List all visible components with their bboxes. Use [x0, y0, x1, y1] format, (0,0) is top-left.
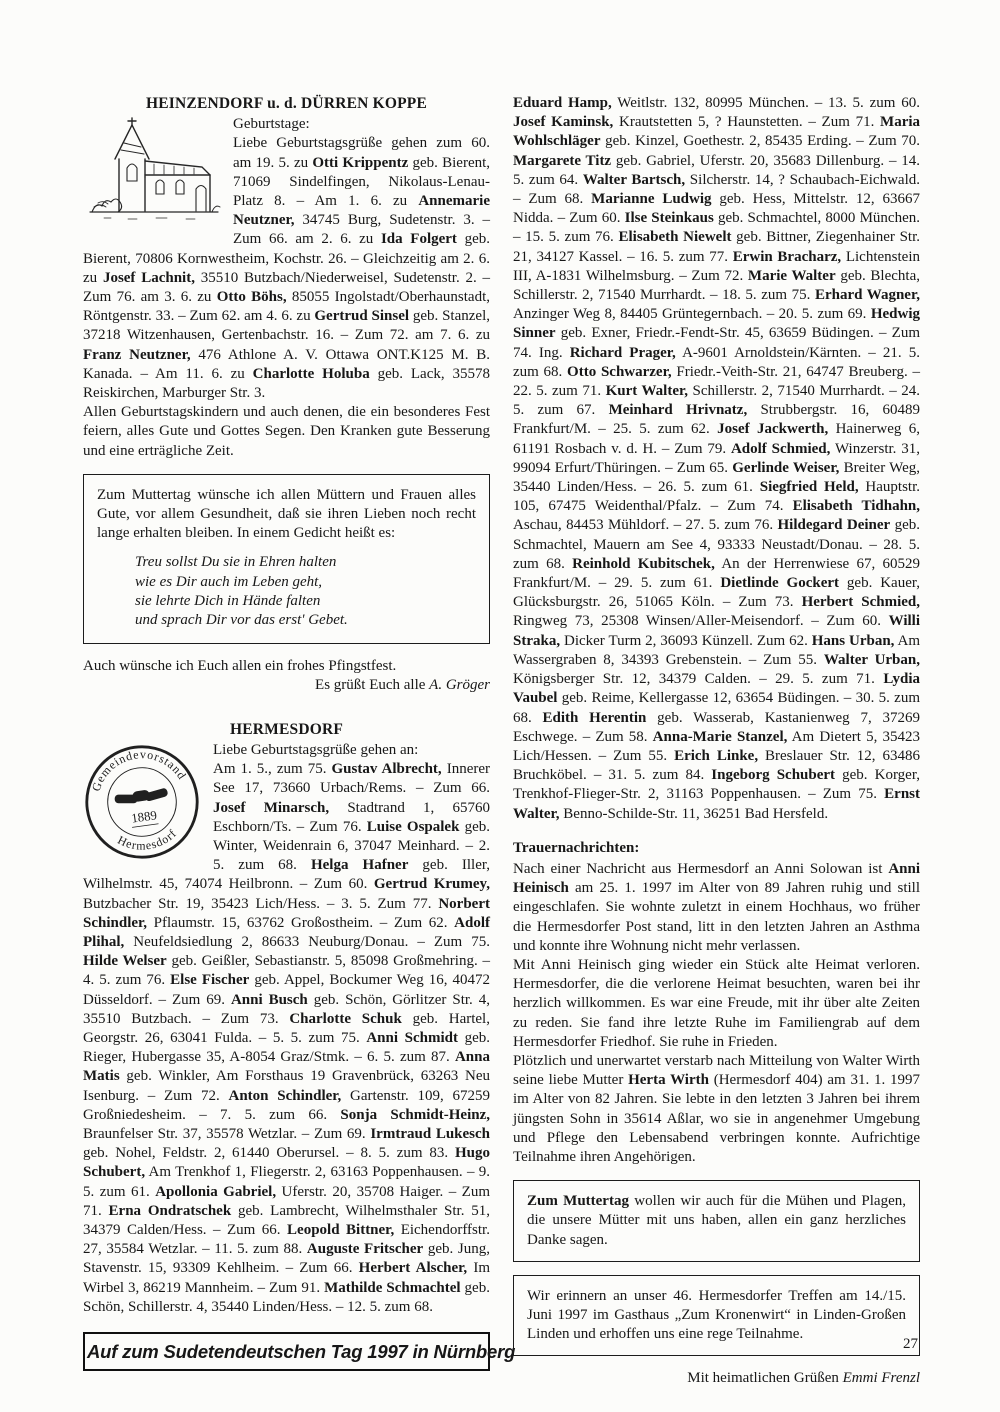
birthdays-continued-paragraph: Eduard Hamp, Weitlstr. 132, 80995 München. – 13. 5. zum 60. Josef Kaminsk, Krautstetten 5, ? Haunstetten. – Zum 71. Maria Wohlschläger geb. Kinzel, Goethestr. 2, 85435 Erding. – Zum 70. Margarete Titz geb. Gabriel, Uferstr. 20, 35683 Dillenburg. – 14. 5. zum 64. Walter Bartsch, Silcherstr. 14, ? Schaubach-Eichwald. – Zum 68. Marianne Ludwig geb. Hess, Mittelstr. 12, 63667 Nidda. – Zum 60. Ilse Steinkaus geb. Schmachtel, 8000 München. – 15. 5. zum 76. Elisabeth Niewelt geb. Bittner, Ziegenhainer Str. 21, 34127 Kassel. – 16. 5. zum 77. Erwin Bracharz, Lichtenstein III, A-1831 Wilhelmsburg. – Zum 72. Marie Walter geb. Blechta, Schillerstr. 2, 71540 Murrhardt. – 18. 5. zum 75. Erhard Wagner, Anzinger Weg 8, 84405 Grüntegernbach. – 20. 5. zum 69. Hedwig Sinner geb. Exner, Friedr.-Fendt-Str. 45, 63659 Büdingen. – Zum 74. Ing. Richard Prager, A-9601 Arnoldstein/Kärnten. – 21. 5. zum 68. Otto Schwarzer, Friedr.-Veith-Str. 21, 64747 Breuberg. – 22. 5. zum 71. Kurt Walter, Schillerstr. 2, 71540 Murrhardt. – 24. 5. zum 67. Meinhard Hrivnatz, Strubbergstr. 16, 60489 Frankfurt/M. – 25. 5. zum 62. Josef Jackwerth, Hainerweg 6, 61191 Rosbach v. d. H. – Zum 79. Adolf Schmied, Winzerstr. 31, 99094 Erfurt/Thüringen. – Zum 65. Gerlinde Weiser, Breiter Weg, 35440 Linden/Hess. – 26. 5. zum 61. Siegfried Held, Hauptstr. 105, 67475 Weidenthal/Pfalz. – Zum 74. Elisabeth Tidhahn, Aschau, 84453 Mühldorf. – 27. 5. zum 76. Hildegard Deiner geb. Schmachtel, Mauern am See 4, 93333 Neustadt/Donau. – 28. 5. zum 68. Reinhold Kubitschek, An der Herrenwiese 67, 60529 Frankfurt/M. – 29. 5. zum 61. Dietlinde Gockert geb. Kauer, Glücksburgstr. 26, 51065 Köln. – Zum 73. Herbert Schmied, Ringweg 73, 25308 Winsen/Aller-Meisendorf. – Zum 60. Willi Straka, Dicker Turm 2, 36093 Künzell. Zum 62. Hans Urban, Am Wassergraben 8, 34393 Grebenstein. – Zum 55. Walter Urban, Königsberger Str. 12, 34379 Calden. – 29. 5. zum 71. Lydia Vaubel geb. Reime, Kellergasse 12, 63654 Büdingen. – 30. 5. zum 68. Edith Herentin geb. Wasserab, Kastanienweg 7, 37269 Eschwege. – Zum 58. Anna-Marie Stanzel, Am Dietert 5, 35423 Lich/Hessen. – Zum 55. Erich Linke, Breslauer Str. 12, 63486 Bruchköbel. – 31. 5. zum 84. Ingeborg Schubert geb. Korger, Trenkhof-Flieger-Str. 2, 31163 Poppenhausen. – Zum 75. Ernst Walter, Benno-Schilde-Str. 11, 36251 Bad Hersfeld. [513, 95, 921, 822]
obituary-wirth-paragraph: Plötzlich und unerwartet verstarb nach Mitteilung von Walter Wirth seine liebe Mutter Herta Wirth (Hermesdorf 404) am 31. 1. 1997 im Alter von 82 Jahren. Sie lebte in den letzten 3 Jahren bei ihrem jüngsten Sohn in 35614 Aßlar, wo sie in angenehmer Umgebung und Pflege den Lebensabend verbringen konnte. Aufrichtige Teilnahme ihren Angehörigen. [513, 1052, 920, 1165]
hermesdorf-section-title: HERMESDORF [229, 720, 344, 738]
treffen-text: Wir erinnern an unser 46. Hermesdorfer Treffen am 14./15. Juni 1997 im Gasthaus „Zum Kronenwirt“ in Linden-Großen Linden und erhoffen uns eine rege Teilnahme. [527, 1287, 906, 1343]
heinzendorf-wishes-paragraph: Allen Geburtstagskindern und auch denen, die ein besonderes Fest feiern, alles Gute und Gottes Segen. Den Kranken gute Besserung und eine erträgliche Zeit. [83, 404, 490, 459]
seal-top-text: Gemeindevorstand [88, 747, 190, 793]
seal-bottom-text: Hermesdorf [115, 826, 180, 853]
church-illustration [83, 117, 225, 239]
poem-line-2: wie es Dir auch im Leben geht, [135, 573, 323, 590]
closing-name: Emmi Frenzl [842, 1370, 920, 1387]
obituary-heinisch-paragraph: Nach einer Nachricht aus Hermesdorf an Anni Solowan ist Anni Heinisch am 25. 1. 1997 im Alter von 89 Jahren ruhig und still eingeschlafen. Sie wohnte zuletzt in einem Hochhaus, wo früher die Hermesdorfer Post stand, litt in den letzten Jahren an Asthma und konnte ihre Wohnung nicht mehr verlassen. [513, 860, 920, 954]
muttertag-poem [135, 553, 476, 630]
closing-prefix: Mit heimatlichen Grüßen [687, 1370, 843, 1387]
muttertag-thanks-text: Zum Muttertag wollen wir auch für die Mühen und Plagen, die unsere Mütter mit uns haben, allen ein ganz herzliches Danke sagen. [527, 1193, 906, 1248]
signature-prefix: Es grüßt Euch alle [315, 677, 430, 694]
heinzendorf-birthdays-paragraph: Liebe Geburtstagsgrüße gehen zum 60. am 19. 5. zu Otti Krippentz geb. Bierent, 71069 Sindelfingen, Nikolaus-Lenau-Platz 8. – Am 1. 6. zu Annemarie Neutzner, 34745 Burg, Sudetenstr. 3. – Zum 66. am 2. 6. zu Ida Folgert geb. Bierent, 70806 Kornwestheim, Kochstr. 26. – Gleichzeitig am 2. 6. zu Josef Lachnit, 35510 Butzbach/Niederweisel, Sudetenstr. 2. – Zum 76. am 3. 6. zu Otto Böhs, 85055 Ingolstadt/Oberhaunstadt, Röntgenstr. 33. – Zum 62. am 4. 6. zu Gertrud Sinsel geb. Stanzel, 37218 Witzenhausen, Gertenbachstr. 16. – Zum 72. am 7. 6. zu Franz Neutzner, 476 Athlone A. V. Ottawa ONT.K125 M. B. Kanada. – Am 11. 6. zu Charlotte Holuba geb. Lack, 35578 Reiskirchen, Marburger Str. 3. [83, 135, 491, 402]
signature-name: A. Gröger [429, 677, 490, 694]
svg-text:Hermesdorf [114, 825, 181, 857]
trauernachrichten-title: Trauernachrichten: [513, 839, 640, 856]
obituary-heinisch-paragraph-2: Mit Anni Heinisch ging wieder ein Stück alte Heimat verloren. Hermesdorfer, die die verlorene Heimat besuchten, waren bei ihr herzlich willkommen. Es war eine Freude, mit ihr über alte Zeiten zu reden. Sie fand ihre letzte Ruhe im Familiengrab auf dem Hermesdorfer Friedhof. Sie ruhe in Frieden. [513, 956, 920, 1050]
seal-year: 1889 [130, 808, 158, 826]
poem-line-4: und sprach Dir vor das erst' Gebet. [135, 612, 348, 629]
muttertag-poem-box [83, 474, 490, 644]
poem-line-3: sie lehrte Dich in Hände falten [135, 592, 321, 609]
groeger-signature [83, 676, 490, 695]
muttertag-box-text: Zum Muttertag wünsche ich allen Müttern und Frauen alles Gute, vor allem Gesundheit, daß sie ihren Lieben noch recht lange erhalten bleiben. In einem Gedicht heißt es: [97, 486, 476, 542]
two-column-layout [83, 94, 920, 1389]
frenzl-signature [513, 1369, 920, 1388]
hermesdorf-seal [83, 743, 203, 871]
hermesdorf-intro-label: Liebe Geburtstagsgrüße gehen an: [213, 741, 419, 758]
page-number: 27 [903, 1336, 918, 1352]
heinzendorf-section [83, 115, 490, 403]
hermesdorf-birthdays-paragraph: Am 1. 5., zum 75. Gustav Albrecht, Innerer See 17, 73660 Urbach/Rems. – Zum 66. Josef Minarsch, Stadtrand 1, 65760 Eschborn/Ts. – Zum 76. Luise Ospalek geb. Winter, Weidenrain 6, 37047 Meinhard. – 2. 5. zum 68. Helga Hafner geb. Iller, Wilhelmstr. 45, 74074 Heilbronn. – Zum 60. Gertrud Krumey, Butzbacher Str. 19, 35423 Lich/Hess. – 3. 5. Zum 77. Norbert Schindler, Pflaumstr. 15, 63762 Großostheim. – Zum 62. Adolf Plihal, Neufeldsiedlung 2, 86633 Neuburg/Donau. – Zum 75. Hilde Welser geb. Geißler, Sebastianstr. 5, 85098 Großmehring. – 4. 5. zum 76. Else Fischer geb. Appel, Bockumer Weg 16, 40472 Düsseldorf. – Zum 69. Anni Busch geb. Schön, Görlitzer Str. 4, 35510 Butzbach. – Zum 73. Charlotte Schuk geb. Hartel, Georgstr. 26, 63041 Fulda. – 5. 5. zum 75. Anni Schmidt geb. Rieger, Hubergasse 35, A-8054 Graz/Stmk. – 6. 5. zum 87. Anna Matis geb. Winkler, Am Forsthaus 19 Gravenbrück, 63263 Neu Isenburg. – Zum 72. Anton Schindler, Gartenstr. 109, 67259 Großniedesheim. – 7. 5. zum 66. Sonja Schmidt-Heinz, Braunfelser Str. 37, 35578 Wetzlar. – Zum 69. Irmtraud Lukesch geb. Nohel, Feldstr. 2, 61440 Oberursel. – 8. 5. zum 83. Hugo Schubert, Am Trenkhof 1, Fliegerstr. 2, 63163 Poppenhausen. – 9. 5. zum 61. Apollonia Gabriel, Uferstr. 20, 35708 Haiger. – Zum 71. Erna Ondratschek geb. Lambrecht, Wilhelmsthaler Str. 51, 34379 Calden/Hess. – Zum 66. Leopold Bittner, Eichendorffstr. 27, 35584 Wetzlar. – 11. 5. zum 88. Auguste Fritscher geb. Jung, Stavenstr. 15, 93309 Kehlheim. – Zum 66. Herbert Alscher, Im Wirbel 3, 86219 Mannheim. – Zum 91. Mathilde Schmachtel geb. Schön, Schillerstr. 4, 35440 Linden/Hess. – 12. 5. zum 68. [83, 761, 491, 1315]
heinzendorf-section-title: HEINZENDORF u. d. DÜRREN KOPPE [145, 95, 427, 112]
svg-text:Gemeindevorstand [84, 741, 190, 795]
treffen-announcement-box [513, 1275, 920, 1357]
sudetendeutscher-tag-banner: Auf zum Sudetendeutschen Tag 1997 in Nürnberg [83, 1332, 490, 1371]
right-column [513, 94, 920, 1389]
pfingst-line: Auch wünsche ich Euch allen ein frohes Pfingstfest. [83, 658, 397, 675]
geburtstage-label: Geburtstage: [233, 116, 310, 133]
hermesdorf-section [83, 741, 490, 1317]
handshake-icon [113, 787, 169, 806]
community-seal-icon [75, 735, 208, 868]
left-column [83, 94, 516, 1371]
muttertag-thanks-box [513, 1180, 920, 1262]
church-drawing-icon [83, 117, 225, 239]
poem-line-1: Treu sollst Du sie in Ehren halten [135, 554, 337, 571]
